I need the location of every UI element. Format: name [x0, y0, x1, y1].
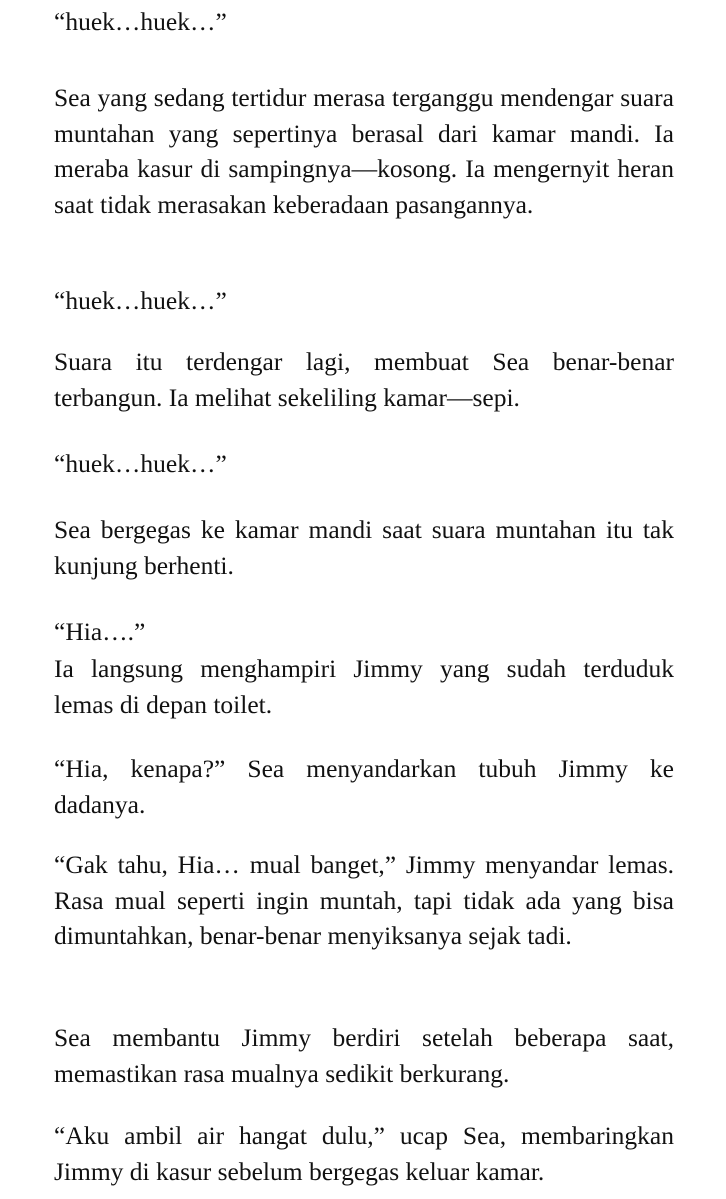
paragraph-7: “Hia….”: [54, 617, 146, 646]
paragraph-11: Sea membantu Jimmy berdiri setelah beberapa saat, memastikan rasa mualnya sedikit berkurang.: [54, 1023, 674, 1088]
paragraph-8: Ia langsung menghampiri Jimmy yang sudah terduduk lemas di depan toilet.: [54, 654, 674, 719]
paragraph-5: “huek…huek…”: [54, 449, 227, 478]
paragraph-12: “Aku ambil air hangat dulu,” ucap Sea, membaringkan Jimmy di kasur sebelum bergegas keluar kamar.: [54, 1121, 674, 1186]
paragraph-10: “Gak tahu, Hia… mual banget,” Jimmy menyandar lemas. Rasa mual seperti ingin muntah, tapi tidak ada yang bisa dimuntahkan, benar-benar menyiksanya sejak tadi.: [54, 850, 674, 950]
paragraph-6: Sea bergegas ke kamar mandi saat suara muntahan itu tak kunjung berhenti.: [54, 515, 674, 580]
paragraph-2: Sea yang sedang tertidur merasa terganggu mendengar suara muntahan yang sepertinya berasal dari kamar mandi. Ia meraba kasur di sampingnya—kosong. Ia mengernyit heran saat tidak merasakan keberadaan pasangannya.: [54, 83, 674, 219]
paragraph-9: “Hia, kenapa?” Sea menyandarkan tubuh Jimmy ke dadanya.: [54, 754, 674, 819]
paragraph-1: “huek…huek…”: [54, 7, 227, 36]
paragraph-3: “huek…huek…”: [54, 286, 227, 315]
paragraph-4: Suara itu terdengar lagi, membuat Sea benar-benar terbangun. Ia melihat sekeliling kamar—sepi.: [54, 347, 674, 412]
